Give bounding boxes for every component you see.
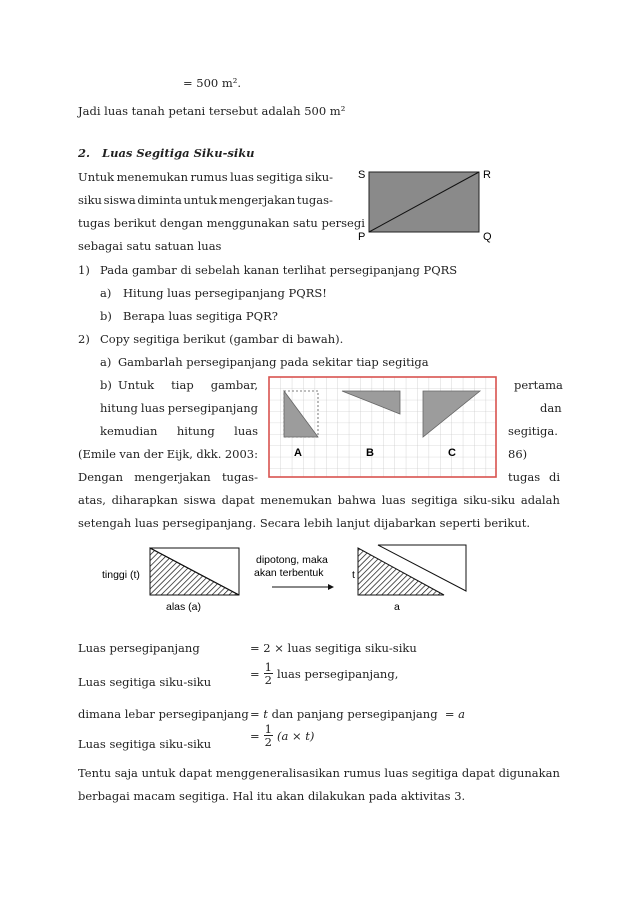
label-cut-1: dipotong, maka <box>256 554 328 566</box>
top-equation: = 500 m². <box>183 76 242 90</box>
formula-4-left: Luas segitiga siku-siku <box>78 737 212 751</box>
task1b-label: b) <box>100 309 112 323</box>
formula-2-eq: = $\frac{1}{2}$ luas persegipanjang, <box>250 660 399 687</box>
wrap-line-1-right: dan <box>540 401 562 415</box>
formula-3-left: dimana lebar persegipanjang <box>78 707 249 721</box>
task1-text: Pada gambar di sebelah kanan terlihat persegipanjang PQRS <box>100 263 458 277</box>
formula-1-eq: = 2 × luas segitiga siku-siku <box>250 641 417 655</box>
label-c: C <box>448 447 456 459</box>
closing-line-1: Tentu saja untuk dapat menggeneralisasikan rumus luas segitiga dapat digunakan <box>78 766 560 780</box>
task2-number: 2) <box>78 332 90 346</box>
section-number: 2. <box>78 146 91 160</box>
task2a-label: a) <box>100 355 112 369</box>
intro-line-1: Untuk menemukan rumus luas segitiga siku- <box>78 170 333 184</box>
label-b: B <box>366 447 374 459</box>
task1a-label: a) <box>100 286 112 300</box>
intro-line-3: tugas berikut dengan menggunakan satu persegi <box>78 216 365 230</box>
label-s: S <box>358 169 366 181</box>
label-cut-2: akan terbentuk <box>254 567 324 579</box>
fraction-half-2: $\frac{1}{2}$ <box>264 722 272 749</box>
task1-number: 1) <box>78 263 90 277</box>
task2a-text: Gambarlah persegipanjang pada sekitar tiap segitiga <box>118 355 429 369</box>
task2b-text: Untuk tiap gambar, <box>118 378 258 392</box>
wrap-line-2: kemudian hitung luas <box>100 424 258 438</box>
wrap-line-4: Dengan mengerjakan tugas- <box>78 470 258 484</box>
formula-1-left: Luas persegipanjang <box>78 641 200 655</box>
wrap-line-1: hitung luas persegipanjang <box>100 401 258 415</box>
label-q: Q <box>483 231 492 243</box>
label-tinggi: tinggi (t) <box>102 569 140 581</box>
wrap-line-3: (Emile van der Eijk, dkk. 2003: <box>78 447 258 461</box>
task1a-text: Hitung luas persegipanjang PQRS! <box>123 286 327 300</box>
pqrs-figure <box>355 164 500 244</box>
label-p: P <box>358 231 366 243</box>
formula-3-eq: = t dan panjang persegipanjang = a <box>250 707 466 721</box>
conclusion: Jadi luas tanah petani tersebut adalah 500 m² <box>78 104 346 118</box>
cut-diagram <box>88 543 488 615</box>
task2-text: Copy segitiga berikut (gambar di bawah). <box>100 332 344 346</box>
label-t: t <box>352 569 355 581</box>
task2b-label: b) <box>100 378 112 392</box>
intro-line-2: siku siswa diminta untuk mengerjakan tugas- <box>78 193 333 207</box>
formula-4-eq: = $\frac{1}{2}$ (a × t) <box>250 722 315 749</box>
fraction-half: $\frac{1}{2}$ <box>264 660 272 687</box>
section-title: Luas Segitiga Siku-siku <box>102 146 255 160</box>
paragraph-line-2: setengah luas persegipanjang. Secara lebih lanjut dijabarkan seperti berikut. <box>78 516 531 530</box>
label-a-base: a <box>394 601 400 613</box>
closing-line-2: berbagai macam segitiga. Hal itu akan dilakukan pada aktivitas 3. <box>78 789 466 803</box>
wrap-line-3-right: 86) <box>508 447 528 461</box>
task2b-right: pertama <box>514 378 563 392</box>
task1b-text: Berapa luas segitiga PQR? <box>123 309 278 323</box>
triangle-grid-figure <box>268 376 497 478</box>
arrow-head <box>328 584 334 590</box>
label-r: R <box>483 169 491 181</box>
wrap-line-2-right: segitiga. <box>508 424 558 438</box>
formula-2-left: Luas segitiga siku-siku <box>78 675 212 689</box>
label-alas: alas (a) <box>166 601 202 613</box>
wrap-line-4-right: tugas di <box>508 470 560 484</box>
paragraph-line-1: atas, diharapkan siswa dapat menemukan bahwa luas segitiga siku-siku adalah <box>78 493 560 507</box>
intro-line-4: sebagai satu satuan luas <box>78 239 222 253</box>
label-a: A <box>294 447 302 459</box>
